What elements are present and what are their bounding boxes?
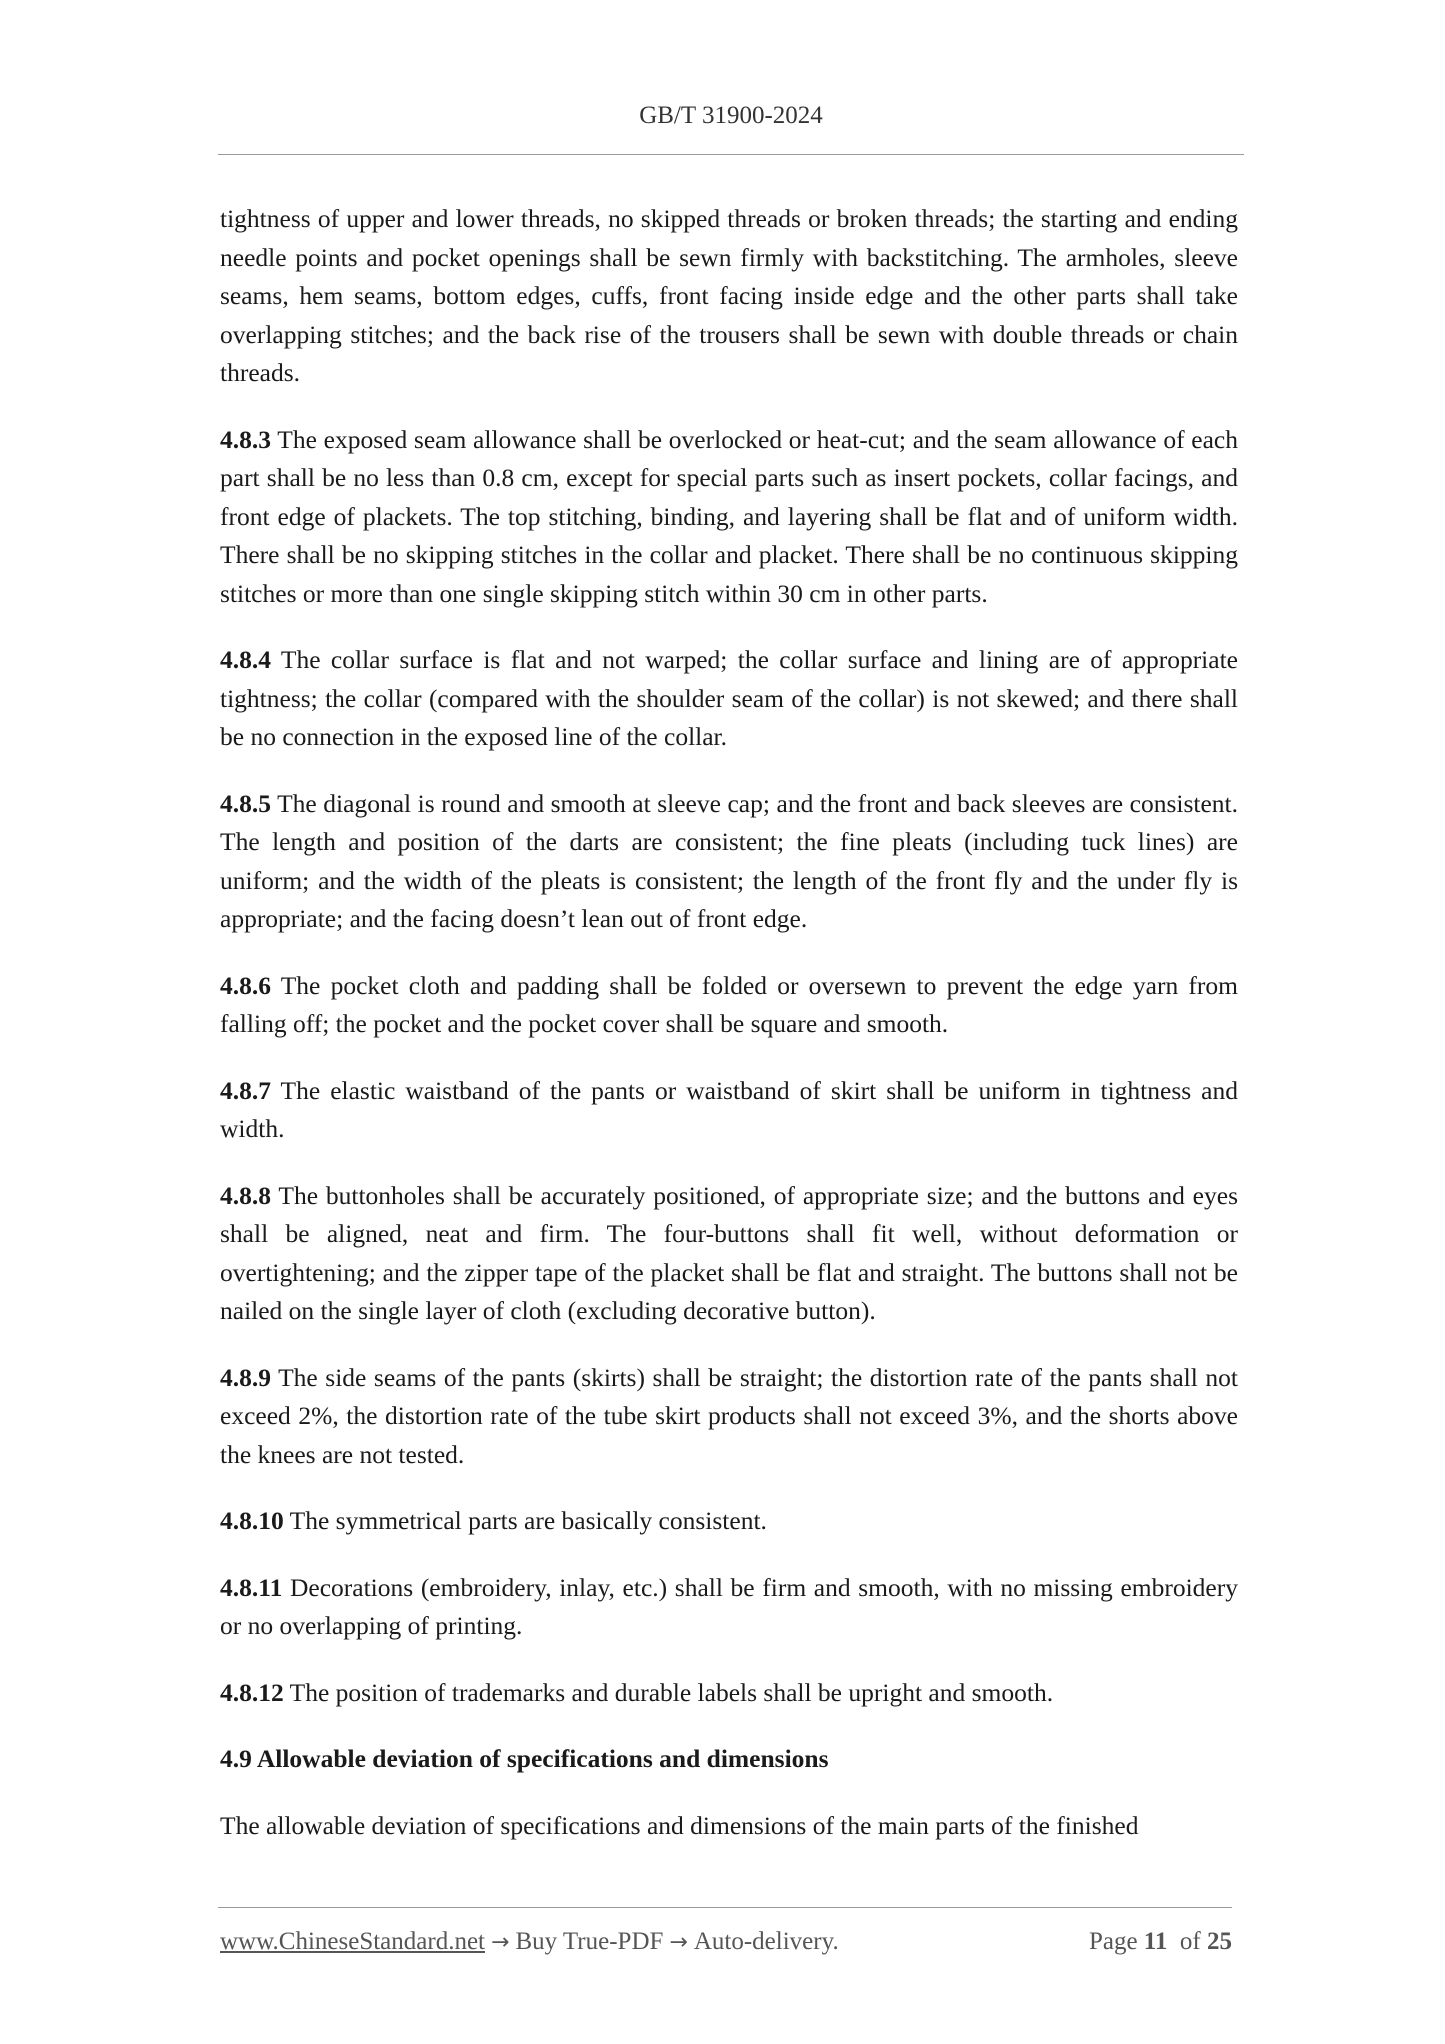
- clause-number: 4.8.3: [220, 424, 271, 454]
- clause-number: 4.8.6: [220, 970, 271, 1000]
- document-id: GB/T 31900-2024: [639, 102, 823, 129]
- clause-number: 4.8.8: [220, 1180, 271, 1210]
- paragraph-continued: tightness of upper and lower threads, no skipped threads or broken threads; the starting and ending needle points and pocket openings shall be sewn firmly with backstitching. The armholes, sleeve seams, hem seams, bottom edges, cuffs, front facing inside edge and the other parts shall take overlapping stitches; and the back rise of the trousers shall be sewn with double threads or chain threads.: [220, 204, 1238, 387]
- buy-pdf-text: Buy True-PDF: [515, 1928, 664, 1955]
- clause-4-8-12: 4.8.12 The position of trademarks and durable labels shall be upright and smooth.: [220, 1677, 1054, 1707]
- clause-number: 4.8.10: [220, 1506, 284, 1535]
- page-body: [220, 200, 1238, 1873]
- page-footer: [220, 1928, 1232, 1956]
- clause-number: 4.8.12: [220, 1677, 284, 1707]
- clause-4-8-5: 4.8.5 The diagonal is round and smooth at sleeve cap; and the front and back sleeves are consistent. The length and position of the darts are consistent; the fine pleats (including tuck lines) are uniform; and the width of the pleats is consistent; the length of the front fly and the under fly is appropriate; and the facing doesn’t lean out of front edge.: [220, 788, 1238, 933]
- clause-4-8-8: 4.8.8 The buttonholes shall be accurately positioned, of appropriate size; and the buttons and eyes shall be aligned, neat and firm. The four-buttons shall fit well, without deformation or overtightening; and the zipper tape of the placket shall be flat and straight. The buttons shall not be nailed on the single layer of cloth (excluding decorative button).: [220, 1180, 1238, 1325]
- page-header: [218, 102, 1244, 130]
- clause-number: 4.8.4: [220, 645, 271, 674]
- footer-promo: [220, 1928, 839, 1956]
- clause-number: 4.8.5: [220, 788, 271, 818]
- page-number: Page 11 of 25: [1088, 1928, 1232, 1955]
- footer-divider: [218, 1907, 1232, 1908]
- paragraph-trailing: The allowable deviation of specifications and dimensions of the main parts of the finished: [220, 1810, 1139, 1840]
- arrow-right-icon: →: [669, 1930, 688, 1955]
- clause-4-8-4: 4.8.4 The collar surface is flat and not warped; the collar surface and lining are of appropriate tightness; the collar (compared with the shoulder seam of the collar) is not skewed; and there shall be no connection in the exposed line of the collar.: [220, 645, 1238, 751]
- clause-4-8-11: 4.8.11 Decorations (embroidery, inlay, etc.) shall be firm and smooth, with no missing embroidery or no overlapping of printing.: [220, 1572, 1238, 1640]
- clause-number: 4.8.9: [220, 1362, 271, 1392]
- clause-number: 4.8.7: [220, 1075, 271, 1105]
- clause-4-8-10: 4.8.10 The symmetrical parts are basically consistent.: [220, 1506, 767, 1535]
- clause-4-8-6: 4.8.6 The pocket cloth and padding shall be folded or oversewn to prevent the edge yarn from falling off; the pocket and the pocket cover shall be square and smooth.: [220, 970, 1238, 1038]
- total-pages: 25: [1207, 1928, 1232, 1955]
- clause-number: 4.8.11: [220, 1572, 283, 1602]
- clause-4-8-7: 4.8.7 The elastic waistband of the pants or waistband of skirt shall be uniform in tightness and width.: [220, 1075, 1238, 1143]
- section-heading: 4.9 Allowable deviation of specifications and dimensions: [220, 1744, 829, 1773]
- clause-4-8-9: 4.8.9 The side seams of the pants (skirts) shall be straight; the distortion rate of the pants shall not exceed 2%, the distortion rate of the tube skirt products shall not exceed 3%, and the shorts above the knees are not tested.: [220, 1362, 1238, 1469]
- auto-delivery-text: Auto-delivery.: [693, 1928, 839, 1955]
- website-link[interactable]: www.ChineseStandard.net: [220, 1928, 485, 1955]
- clause-4-8-3: 4.8.3 The exposed seam allowance shall be overlocked or heat-cut; and the seam allowance of each part shall be no less than 0.8 cm, except for special parts such as insert pockets, collar facings, and front edge of plackets. The top stitching, binding, and layering shall be flat and of uniform width. There shall be no skipping stitches in the collar and placket. There shall be no continuous skipping stitches or more than one single skipping stitch within 30 cm in other parts.: [220, 424, 1238, 608]
- arrow-right-icon: →: [491, 1930, 510, 1955]
- current-page: 11: [1143, 1928, 1168, 1955]
- header-divider: [218, 154, 1244, 155]
